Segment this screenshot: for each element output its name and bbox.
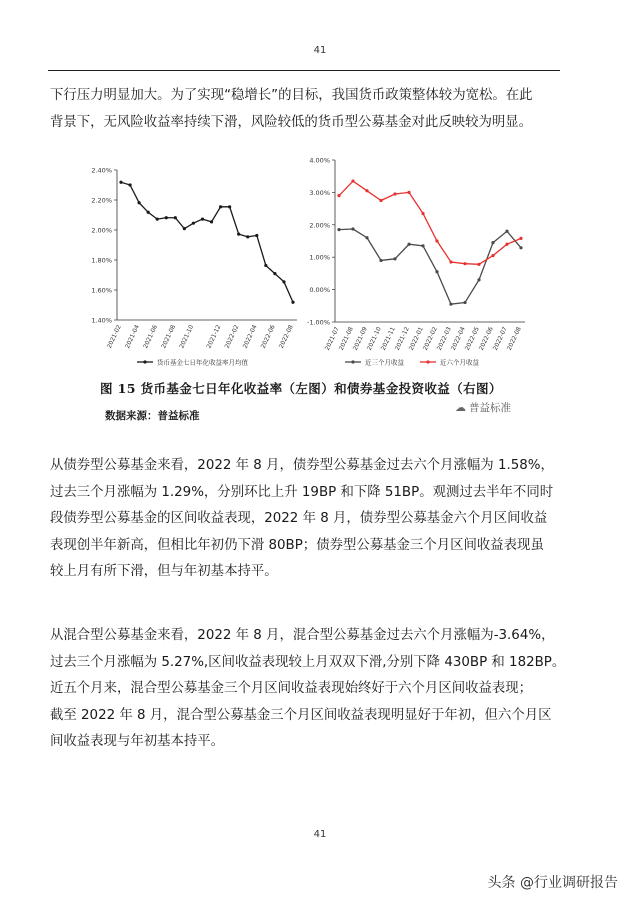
- data-point: [246, 235, 249, 238]
- text-line: 下行压力明显加大。为了实现“稳增长”的目标，我国货币政策整体较为宽松。在此: [50, 88, 533, 103]
- data-point: [491, 254, 494, 257]
- data-point: [393, 257, 396, 260]
- text-line: 段债券型公募基金的区间收益表现，2022 年 8 月，债券型公募基金六个月区间收益: [50, 511, 548, 526]
- x-tick-label: 2022-05: [463, 325, 481, 352]
- text-line: 表现创半年新高，但相比年初仍下滑 80BP；债券型公募基金三个月区间收益表现虽: [50, 537, 544, 553]
- data-point: [421, 244, 424, 247]
- bond-fund-return-svg: [295, 150, 535, 375]
- y-tick-label: 1.80%: [91, 256, 112, 265]
- x-tick-label: 2022-01: [407, 325, 425, 352]
- data-point: [147, 211, 150, 214]
- text-line: 截至 2022 年 8 月，混合型公募基金三个月区间收益表现明显好于年初，但六个月区: [50, 707, 552, 723]
- data-point: [228, 205, 231, 208]
- paragraph-intro: [50, 83, 570, 136]
- data-point: [463, 301, 466, 304]
- data-point: [183, 227, 186, 230]
- x-tick-label: 2021-10: [365, 325, 383, 352]
- logo: [455, 400, 511, 415]
- legend-marker: [143, 360, 146, 363]
- x-tick-label: 2021-06: [142, 323, 160, 350]
- data-point: [365, 236, 368, 239]
- y-tick-label: 1.00%: [309, 253, 330, 262]
- x-tick-label: 2022-07: [491, 325, 509, 352]
- wechat-icon: ☁: [455, 401, 466, 414]
- data-point: [491, 241, 494, 244]
- text-line: 背景下，无风险收益率持续下滑，风险较低的货币型公募基金对此反映较为明显。: [50, 114, 533, 130]
- data-point: [435, 270, 438, 273]
- bond-fund-return-chart: [295, 150, 535, 375]
- text-line: 近五个月来，混合型公募基金三个月区间收益表现始终好于六个月区间收益表现；: [50, 681, 533, 696]
- page-number-top: 41: [313, 45, 327, 56]
- text-line: 较上月有所下滑，但与年初基本持平。: [50, 564, 278, 579]
- page-number-bottom: 41: [313, 829, 327, 840]
- text-line: 从债券型公募基金来看，2022 年 8 月，债券型公募基金过去六个月涨幅为 1.58%，: [50, 458, 554, 473]
- data-point: [165, 216, 168, 219]
- data-point: [505, 230, 508, 233]
- data-point: [505, 243, 508, 246]
- x-tick-label: 2022-06: [477, 325, 495, 352]
- y-tick-label: 2.00%: [309, 221, 330, 230]
- y-tick-label: 2.40%: [91, 166, 112, 175]
- x-tick-label: 2022-03: [435, 325, 453, 352]
- logo-text: 普益标准: [469, 402, 511, 414]
- header-rule: [48, 70, 560, 71]
- data-point: [219, 205, 222, 208]
- text-line: 过去三个月涨幅为 5.27%,区间收益表现较上月双双下滑,分别下降 430BP 和 182BP。: [50, 654, 566, 670]
- data-point: [337, 194, 340, 197]
- text-line: 从混合型公募基金来看，2022 年 8 月，混合型公募基金过去六个月涨幅为-3.64%，: [50, 628, 555, 643]
- data-point: [119, 181, 122, 184]
- series-line-0: [121, 182, 293, 302]
- legend-label: 货币基金七日年化收益率月均值: [157, 358, 248, 367]
- series-line-0: [339, 229, 521, 304]
- figure-caption: 图 15 货币基金七日年化收益率（左图）和债券基金投资收益（右图）: [100, 381, 502, 396]
- y-tick-label: 1.40%: [91, 316, 112, 325]
- data-point: [255, 234, 258, 237]
- x-tick-label: 2021-04: [123, 323, 141, 350]
- data-point: [138, 201, 141, 204]
- x-tick-label: 2021-10: [178, 323, 196, 350]
- x-tick-label: 2021-02: [105, 323, 123, 350]
- data-point: [519, 246, 522, 249]
- data-point: [174, 216, 177, 219]
- x-tick-label: 2022-06: [259, 323, 277, 350]
- x-tick-label: 2022-02: [421, 325, 439, 352]
- x-tick-label: 2021-07: [323, 325, 341, 352]
- data-point: [379, 259, 382, 262]
- money-fund-yield-svg: [85, 150, 310, 375]
- text-line: 过去三个月涨幅为 1.29%，分别环比上升 19BP 和下降 51BP。观测过去半年不同时: [50, 484, 554, 500]
- data-point: [351, 179, 354, 182]
- y-tick-label: 0.00%: [309, 286, 330, 295]
- data-point: [421, 212, 424, 215]
- data-point: [237, 232, 240, 235]
- x-tick-label: 2022-04: [241, 323, 259, 350]
- data-point: [477, 278, 480, 281]
- legend-label: 近六个月收益: [440, 358, 479, 367]
- y-tick-label: 1.60%: [91, 286, 112, 295]
- data-point: [210, 220, 213, 223]
- y-tick-label: 2.00%: [91, 226, 112, 235]
- x-tick-label: 2022-08: [277, 323, 295, 350]
- data-point: [351, 227, 354, 230]
- x-tick-label: 2021-08: [337, 325, 355, 352]
- data-point: [519, 237, 522, 240]
- data-point: [365, 189, 368, 192]
- x-tick-label: 2021-12: [393, 325, 411, 352]
- data-point: [407, 191, 410, 194]
- data-point: [463, 262, 466, 265]
- data-point: [435, 239, 438, 242]
- data-point: [273, 272, 276, 275]
- y-tick-label: 3.00%: [309, 188, 330, 197]
- x-tick-label: 2021-09: [351, 325, 369, 352]
- data-point: [282, 280, 285, 283]
- x-tick-label: 2022-04: [449, 325, 467, 352]
- data-point: [449, 260, 452, 263]
- data-point: [379, 199, 382, 202]
- data-point: [201, 217, 204, 220]
- legend-marker: [426, 360, 429, 363]
- x-tick-label: 2021-12: [205, 323, 223, 350]
- x-tick-label: 2022-08: [505, 325, 523, 352]
- watermark: 头条 @行业调研报告: [487, 875, 618, 891]
- text-line: 间收益表现与年初基本持平。: [50, 734, 225, 749]
- legend-label: 近三个月收益: [365, 358, 404, 367]
- x-tick-label: 2022-02: [223, 323, 241, 350]
- data-point: [407, 243, 410, 246]
- figure-source: 数据来源：普益标准: [105, 410, 200, 422]
- data-point: [264, 264, 267, 267]
- legend-marker: [351, 360, 354, 363]
- y-tick-label: 2.20%: [91, 196, 112, 205]
- data-point: [337, 228, 340, 231]
- data-point: [449, 303, 452, 306]
- paragraph-mixed-funds: [50, 623, 570, 756]
- x-tick-label: 2021-11: [379, 325, 397, 352]
- data-point: [128, 183, 131, 186]
- data-point: [192, 222, 195, 225]
- series-line-1: [339, 181, 521, 264]
- data-point: [477, 263, 480, 266]
- paragraph-bond-funds: [50, 453, 570, 586]
- y-tick-label: -1.00%: [307, 318, 330, 327]
- money-fund-yield-chart: [85, 150, 310, 375]
- data-point: [393, 192, 396, 195]
- x-tick-label: 2021-08: [160, 323, 178, 350]
- data-point: [156, 217, 159, 220]
- y-tick-label: 4.00%: [309, 156, 330, 165]
